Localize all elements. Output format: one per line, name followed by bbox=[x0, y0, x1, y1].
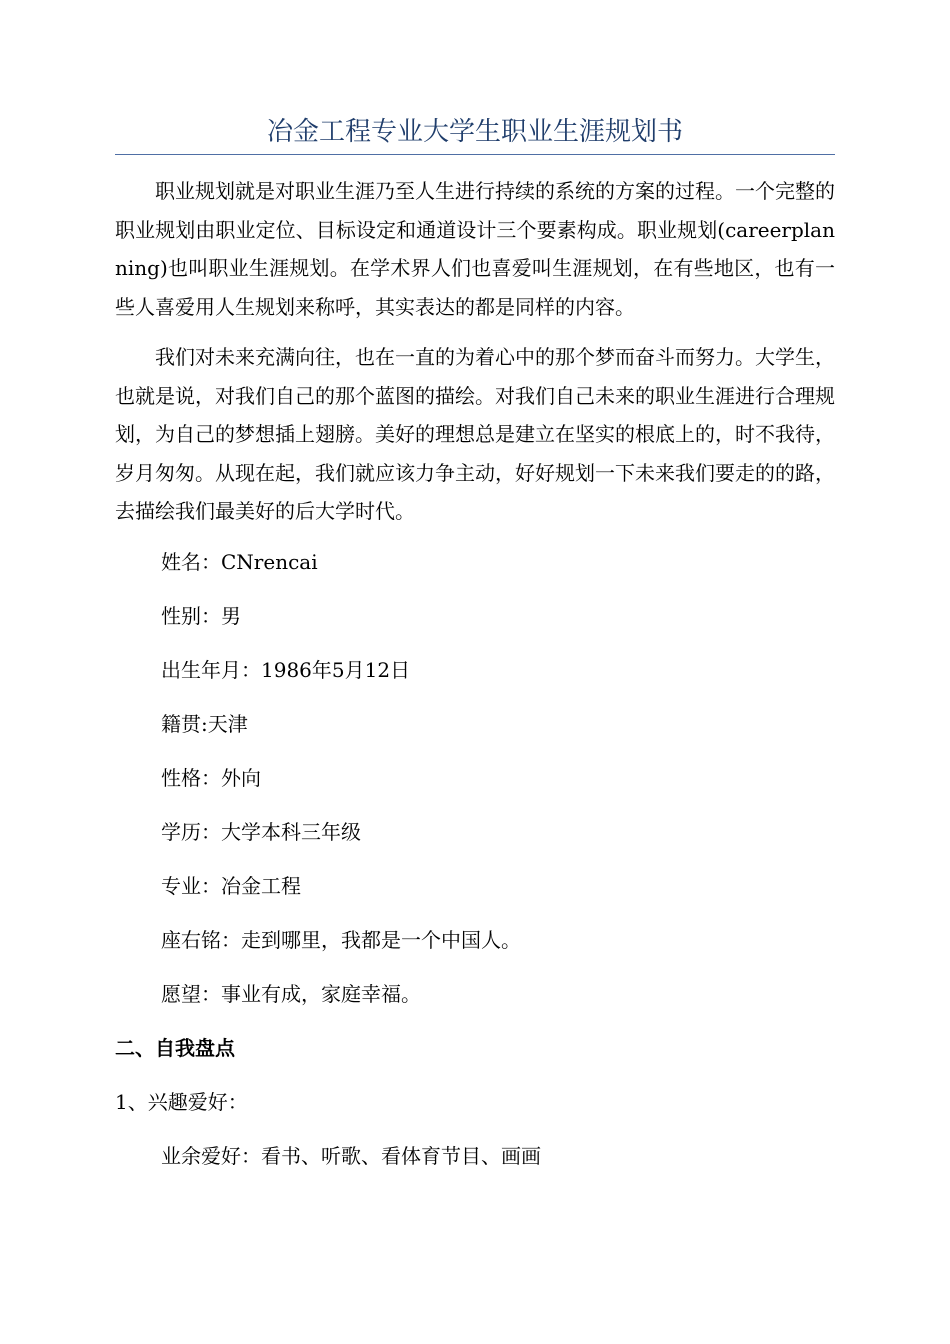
vision-paragraph: 我们对未来充满向往，也在一直的为着心中的那个梦而奋斗而努力。大学生，也就是说，对我们自己的那个蓝图的描绘。对我们自己未来的职业生涯进行合理规划，为自己的梦想插上翅膀。美好的理想总是建立在坚实的根底上的，时不我待，岁月匆匆。从现在起，我们就应该力争主动，好好规划一下未来我们要走的的路，去描绘我们最美好的后大学时代。 bbox=[115, 345, 835, 523]
title-underline bbox=[115, 154, 835, 155]
profile-personality: 性格：外向 bbox=[161, 765, 261, 790]
subsection-heading-interests: 1、兴趣爱好： bbox=[115, 1089, 248, 1114]
profile-hometown: 籍贯:天津 bbox=[161, 711, 248, 736]
profile-wish: 愿望：事业有成，家庭幸福。 bbox=[161, 981, 421, 1006]
profile-list bbox=[115, 543, 835, 1013]
profile-name: 姓名：CNrencai bbox=[161, 549, 318, 574]
section-heading-self-assessment: 二、自我盘点 bbox=[115, 1035, 235, 1060]
intro-paragraph: 职业规划就是对职业生涯乃至人生进行持续的系统的方案的过程。一个完整的职业规划由职业定位、目标设定和通道设计三个要素构成。职业规划(careerplanning)也叫职业生涯规划。在学术界人们也喜爱叫生涯规划，在有些地区，也有一些人喜爱用人生规划来称呼，其实表达的都是同样的内容。 bbox=[115, 179, 835, 319]
profile-major: 专业：冶金工程 bbox=[161, 873, 301, 898]
document-title: 冶金工程专业大学生职业生涯规划书 bbox=[266, 117, 683, 147]
hobby-line: 业余爱好：看书、听歌、看体育节目、画画 bbox=[161, 1143, 541, 1168]
title-block bbox=[115, 112, 835, 155]
profile-gender: 性别：男 bbox=[161, 603, 241, 628]
document-body bbox=[115, 172, 835, 1191]
profile-motto: 座右铭：走到哪里，我都是一个中国人。 bbox=[161, 927, 521, 952]
profile-education: 学历：大学本科三年级 bbox=[161, 819, 361, 844]
profile-birthdate: 出生年月：1986年5月12日 bbox=[161, 657, 411, 682]
